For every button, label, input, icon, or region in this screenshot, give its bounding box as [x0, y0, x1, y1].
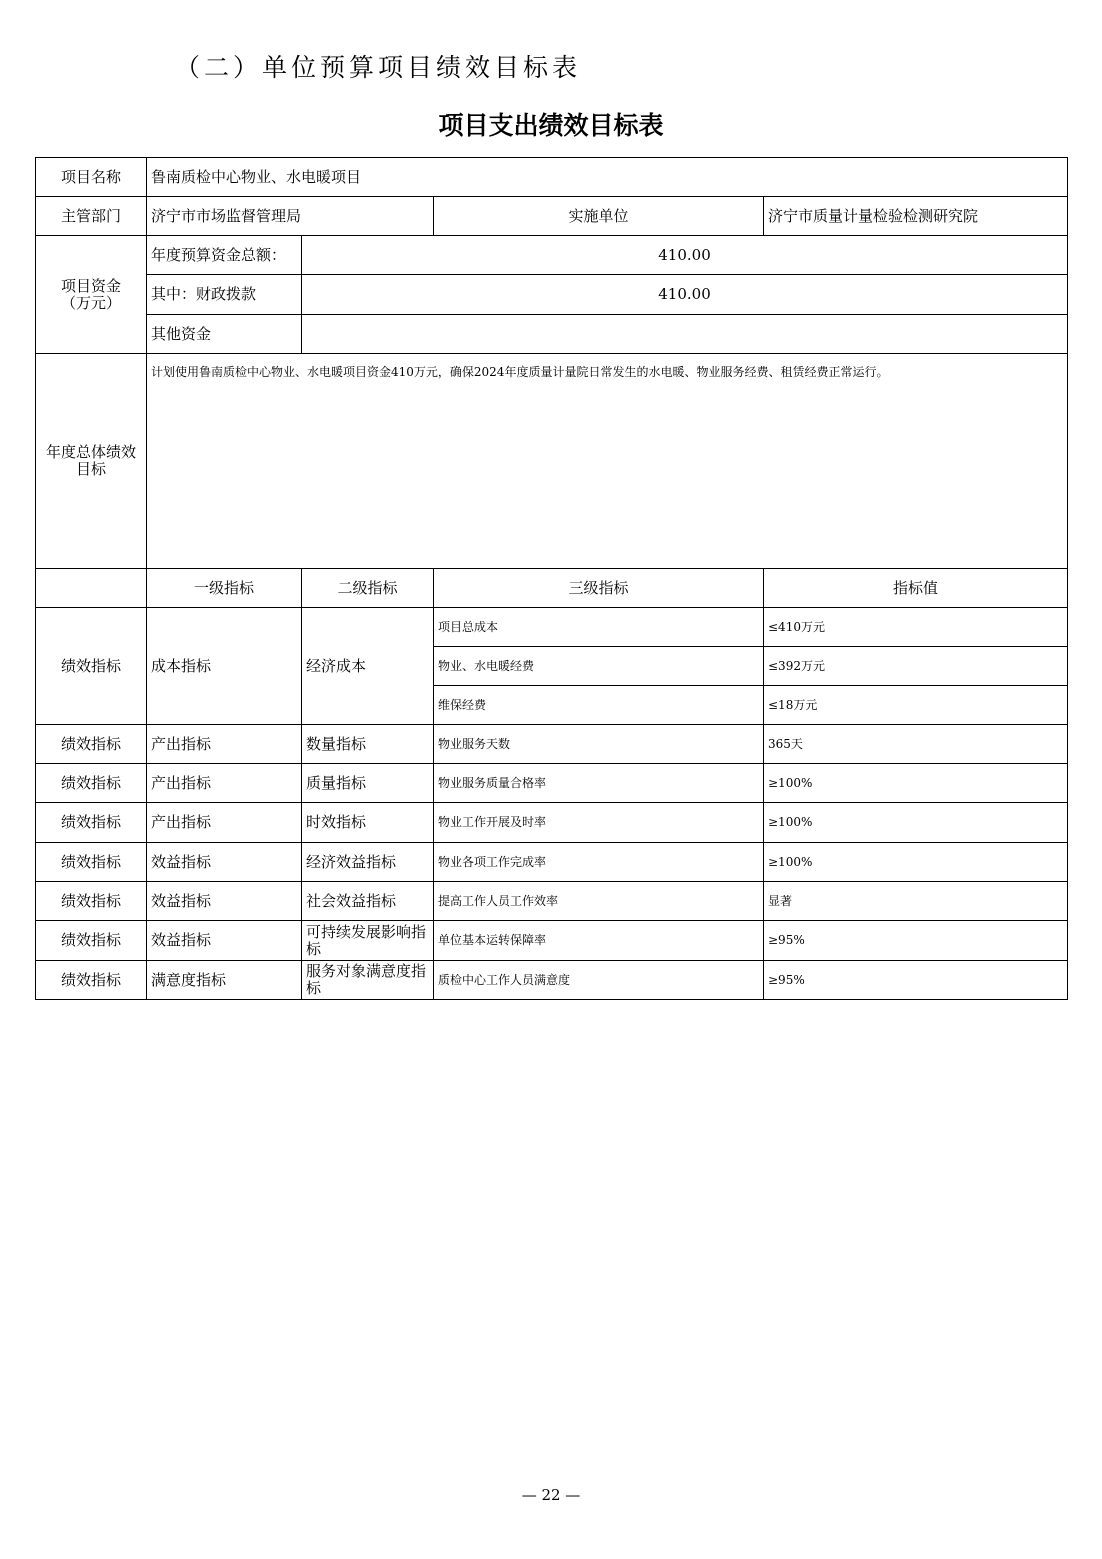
header-level2: 二级指标 — [302, 569, 434, 608]
row-category: 绩效指标 — [36, 725, 147, 764]
cost-value: ≤392万元 — [764, 647, 1068, 686]
row-level3: 提高工作人员工作效率 — [434, 882, 764, 921]
table-row — [36, 725, 1068, 764]
cost-level3: 维保经费 — [434, 686, 764, 725]
row-category: 绩效指标 — [36, 764, 147, 803]
table-row — [36, 882, 1068, 921]
header-value: 指标值 — [764, 569, 1068, 608]
header-level3: 三级指标 — [434, 569, 764, 608]
goal-text: 计划使用鲁南质检中心物业、水电暖项目资金410万元，确保2024年度质量计量院日常发生的水电暖、物业服务经费、租赁经费正常运行。 — [147, 354, 1068, 569]
table-row — [36, 921, 1068, 961]
cost-level2: 经济成本 — [302, 608, 434, 725]
project-name-value: 鲁南质检中心物业、水电暖项目 — [147, 158, 1068, 197]
cost-category: 绩效指标 — [36, 608, 147, 725]
row-category: 绩效指标 — [36, 961, 147, 1000]
row-level1: 产出指标 — [147, 725, 302, 764]
row-level3: 单位基本运转保障率 — [434, 921, 764, 961]
row-category: 绩效指标 — [36, 803, 147, 843]
row-value: 显著 — [764, 882, 1068, 921]
row-value: 365天 — [764, 725, 1068, 764]
row-value: ≥100% — [764, 803, 1068, 843]
row-level2: 服务对象满意度指标 — [302, 961, 434, 1000]
fiscal-funds-row — [36, 275, 1068, 315]
row-level1: 效益指标 — [147, 921, 302, 961]
dept-label: 主管部门 — [36, 197, 147, 236]
funds-label-text: 项目资金（万元） — [60, 276, 121, 312]
fiscal-label: 其中：财政拨款 — [147, 275, 302, 315]
row-category: 绩效指标 — [36, 921, 147, 961]
row-level2: 数量指标 — [302, 725, 434, 764]
table-title: 项目支出绩效目标表 — [438, 111, 664, 140]
dept-value: 济宁市市场监督管理局 — [147, 197, 434, 236]
row-level2: 质量指标 — [302, 764, 434, 803]
impl-value: 济宁市质量计量检验检测研究院 — [764, 197, 1068, 236]
cost-value: ≤18万元 — [764, 686, 1068, 725]
other-funds-row — [36, 315, 1068, 354]
row-level3: 质检中心工作人员满意度 — [434, 961, 764, 1000]
total-value: 410.00 — [302, 236, 1068, 275]
page-number: — 22 — — [521, 1486, 581, 1504]
section-title: （二）单位预算项目绩效目标表 — [175, 53, 582, 82]
row-value: ≥95% — [764, 961, 1068, 1000]
table-row — [36, 961, 1068, 1000]
department-row — [36, 197, 1068, 236]
row-level3: 物业服务天数 — [434, 725, 764, 764]
row-level2: 经济效益指标 — [302, 843, 434, 882]
row-value: ≥95% — [764, 921, 1068, 961]
project-name-row — [36, 158, 1068, 197]
row-level2: 社会效益指标 — [302, 882, 434, 921]
row-category: 绩效指标 — [36, 882, 147, 921]
total-label: 年度预算资金总额： — [147, 236, 302, 275]
performance-table — [35, 157, 1068, 1000]
cost-value: ≤410万元 — [764, 608, 1068, 647]
goal-label — [36, 354, 147, 569]
row-level3: 物业各项工作完成率 — [434, 843, 764, 882]
cost-level1: 成本指标 — [147, 608, 302, 725]
cost-level3: 项目总成本 — [434, 608, 764, 647]
total-funds-row — [36, 236, 1068, 275]
fiscal-value: 410.00 — [302, 275, 1068, 315]
cost-level3: 物业、水电暖经费 — [434, 647, 764, 686]
row-level1: 效益指标 — [147, 882, 302, 921]
row-level1: 效益指标 — [147, 843, 302, 882]
row-level1: 产出指标 — [147, 764, 302, 803]
table-row — [36, 764, 1068, 803]
row-level2: 可持续发展影响指标 — [302, 921, 434, 961]
project-name-label: 项目名称 — [36, 158, 147, 197]
row-level1: 产出指标 — [147, 803, 302, 843]
table-row — [36, 608, 1068, 647]
row-value: ≥100% — [764, 764, 1068, 803]
indicators-header-row — [36, 569, 1068, 608]
row-level3: 物业工作开展及时率 — [434, 803, 764, 843]
row-category: 绩效指标 — [36, 843, 147, 882]
annual-goal-row — [36, 354, 1068, 569]
table-row — [36, 843, 1068, 882]
other-value — [302, 315, 1068, 354]
row-level2: 时效指标 — [302, 803, 434, 843]
other-label: 其他资金 — [147, 315, 302, 354]
row-value: ≥100% — [764, 843, 1068, 882]
funds-label — [36, 236, 147, 354]
goal-label-text: 年度总体绩效目标 — [45, 443, 136, 478]
row-level3: 物业服务质量合格率 — [434, 764, 764, 803]
header-level1: 一级指标 — [147, 569, 302, 608]
row-level1: 满意度指标 — [147, 961, 302, 1000]
header-col0 — [36, 569, 147, 608]
table-row — [36, 803, 1068, 843]
impl-label: 实施单位 — [434, 197, 764, 236]
